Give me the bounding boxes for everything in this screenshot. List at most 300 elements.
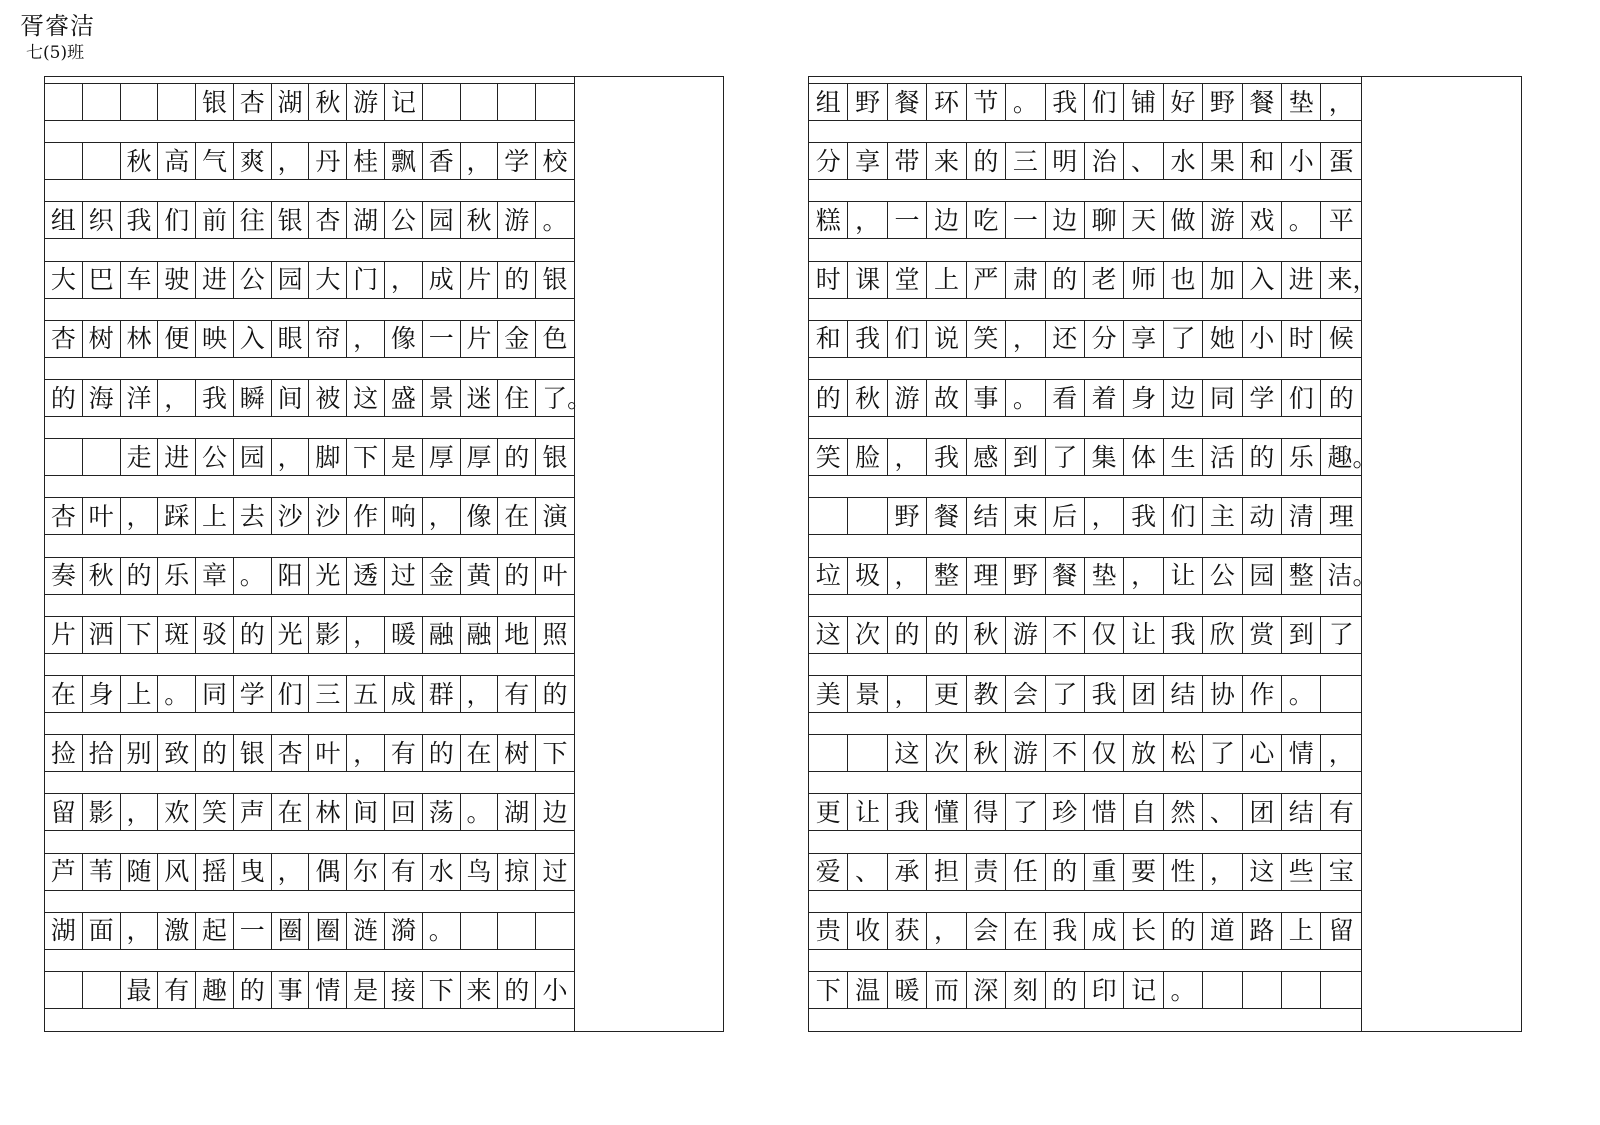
grid-cell: 湖	[45, 913, 83, 949]
grid-cell: 说	[927, 321, 966, 357]
grid-cell: 爽	[234, 143, 272, 179]
grid-cell	[498, 84, 536, 120]
grid-cell: 整	[1282, 558, 1321, 594]
grid-cell: 留	[1328, 916, 1354, 946]
grid-cell: 像	[385, 321, 423, 357]
grid-cell: 上	[196, 498, 234, 534]
grid-cell: 圈	[272, 913, 310, 949]
grid-cell: 身	[83, 676, 121, 712]
grid-cell: 桂	[347, 143, 385, 179]
grid-cell: 的	[498, 439, 536, 475]
grid-cell: ，	[121, 913, 159, 949]
grid-cell: 得	[967, 794, 1006, 830]
grid-cell	[45, 143, 83, 179]
grid-cell: 来，	[1327, 265, 1378, 295]
grid-cell: ，	[347, 321, 385, 357]
grid-cell: 上	[1282, 913, 1321, 949]
grid-cell: 我	[1046, 84, 1085, 120]
grid-cell: 让	[1124, 617, 1163, 653]
grid-cell: 上	[121, 676, 159, 712]
grid-cell	[1282, 972, 1321, 1008]
grid-cell: 作	[347, 498, 385, 534]
grid-cell: 让	[1164, 558, 1203, 594]
grid-cell: 做	[1164, 202, 1203, 238]
grid-cell: 仅	[1085, 617, 1124, 653]
grid-cell: 宝	[1328, 857, 1354, 887]
grid-cell: 我	[1085, 676, 1124, 712]
grid-cell	[45, 84, 83, 120]
grid-cell: 情	[309, 972, 347, 1008]
grid-cell: 游	[1203, 202, 1242, 238]
grid-cell: 面	[83, 913, 121, 949]
grid-cell: 聊	[1085, 202, 1124, 238]
grid-cell: 色	[542, 324, 568, 354]
grid-cell: 结	[1164, 676, 1203, 712]
grid-cell: 鸟	[461, 854, 499, 890]
grid-cell: 拾	[83, 735, 121, 771]
grid-cell: ，	[1124, 558, 1163, 594]
grid-cell: 担	[927, 854, 966, 890]
grid-cell: 过	[385, 558, 423, 594]
grid-cell: 同	[196, 676, 234, 712]
grid-cell: 的	[1046, 854, 1085, 890]
grid-cell	[83, 143, 121, 179]
grid-cell: 瞬	[234, 380, 272, 416]
grid-cell: 这	[347, 380, 385, 416]
grid-cell: 水	[1164, 143, 1203, 179]
grid-cell: 这	[809, 617, 848, 653]
grid-cell: 一	[888, 202, 927, 238]
grid-cell: 一	[423, 321, 461, 357]
grid-cell: 时	[809, 262, 848, 298]
grid-cell: 刻	[1006, 972, 1045, 1008]
grid-cell: 游	[888, 380, 927, 416]
grid-cell	[1243, 972, 1282, 1008]
grid-cell: 黄	[461, 558, 499, 594]
grid-cell: 不	[1046, 617, 1085, 653]
grid-cell: 高	[158, 143, 196, 179]
grid-cell: 环	[927, 84, 966, 120]
grid-cell: 的	[45, 380, 83, 416]
grid-cell: 气	[196, 143, 234, 179]
grid-cell: 欢	[158, 794, 196, 830]
grid-cell: ，	[272, 854, 310, 890]
grid-cell: 的	[498, 558, 536, 594]
grid-cell: 下	[423, 972, 461, 1008]
grid-cell: 地	[498, 617, 536, 653]
grid-cell: 像	[461, 498, 499, 534]
grid-row	[45, 379, 593, 417]
grid-cell: 三	[309, 676, 347, 712]
grid-cell: 公	[196, 439, 234, 475]
grid-cell: 爱	[809, 854, 848, 890]
grid-cell	[1203, 972, 1242, 1008]
grid-cell	[423, 84, 461, 120]
grid-cell: 公	[385, 202, 423, 238]
grid-cell: 杏	[272, 735, 310, 771]
grid-cell: 驳	[196, 617, 234, 653]
grid-cell: 趣	[196, 972, 234, 1008]
grid-row	[45, 497, 574, 535]
grid-cell: 迷	[461, 380, 499, 416]
grid-cell: ，	[423, 498, 461, 534]
grid-cell: 们	[1085, 84, 1124, 120]
grid-cell: 、	[1203, 794, 1242, 830]
grid-cell: 情	[1282, 735, 1321, 771]
grid-cell: 笑	[967, 321, 1006, 357]
grid-cell: 叶	[309, 735, 347, 771]
grid-cell: 肃	[1006, 262, 1045, 298]
grid-cell: 叶	[542, 561, 568, 591]
grid-row	[809, 912, 1361, 950]
grid-cell: 阳	[272, 558, 310, 594]
grid-cell: 后	[1046, 498, 1085, 534]
grid-cell: 洁。	[1327, 561, 1378, 591]
grid-cell: 边	[927, 202, 966, 238]
grid-cell: 师	[1124, 262, 1163, 298]
grid-cell: ，	[272, 143, 310, 179]
grid-cell: 笑	[809, 439, 848, 475]
grid-row	[45, 557, 574, 595]
grid-cell: 。	[1164, 972, 1203, 1008]
grid-cell: 一	[1006, 202, 1045, 238]
grid-cell	[121, 84, 159, 120]
grid-cell: 蛋	[1328, 146, 1354, 176]
grid-cell: 小	[1243, 321, 1282, 357]
grid-cell: 光	[309, 558, 347, 594]
grid-cell: 。	[1006, 84, 1045, 120]
grid-cell: 景	[423, 380, 461, 416]
grid-cell: 好	[1164, 84, 1203, 120]
grid-cell: 明	[1046, 143, 1085, 179]
grid-cell: 到	[1006, 439, 1045, 475]
grid-row	[45, 142, 574, 180]
composition-sheet-right	[808, 76, 1522, 1032]
grid-cell: ，	[347, 617, 385, 653]
grid-cell: 戏	[1243, 202, 1282, 238]
grid-cell: 一	[234, 913, 272, 949]
grid-cell: 过	[542, 857, 568, 887]
grid-cell: 的	[542, 679, 568, 709]
grid-cell: 林	[309, 794, 347, 830]
grid-cell: 到	[1282, 617, 1321, 653]
grid-cell: 乐	[1282, 439, 1321, 475]
grid-cell: 协	[1203, 676, 1242, 712]
grid-cell: 校	[542, 146, 568, 176]
grid-cell: 脚	[309, 439, 347, 475]
grid-cell: 。	[1282, 202, 1321, 238]
grid-cell: 有	[1328, 797, 1354, 827]
grid-cell: 暖	[385, 617, 423, 653]
grid-cell: 次	[848, 617, 887, 653]
grid-cell: 门	[347, 262, 385, 298]
grid-cell: 秋	[121, 143, 159, 179]
grid-cell: ，	[1328, 87, 1354, 117]
grid-cell: 是	[347, 972, 385, 1008]
grid-cell: 海	[83, 380, 121, 416]
grid-cell: 这	[888, 735, 927, 771]
grid-cell: 。	[1282, 676, 1321, 712]
grid-cell: 树	[498, 735, 536, 771]
grid-cell: 圾	[848, 558, 887, 594]
grid-cell: 性	[1164, 854, 1203, 890]
grid-cell: 惜	[1085, 794, 1124, 830]
grid-cell: 车	[121, 262, 159, 298]
grid-cell: 飘	[385, 143, 423, 179]
grid-row	[45, 261, 574, 299]
grid-cell: 吃	[967, 202, 1006, 238]
grid-cell: 林	[121, 321, 159, 357]
grid-cell	[45, 972, 83, 1008]
grid-cell	[536, 913, 574, 949]
grid-cell: 秋	[848, 380, 887, 416]
grid-cell: 我	[196, 380, 234, 416]
grid-cell: 景	[848, 676, 887, 712]
grid-cell: 平	[1328, 205, 1354, 235]
grid-cell: 会	[1006, 676, 1045, 712]
grid-row	[45, 83, 574, 121]
grid-cell: 片	[45, 617, 83, 653]
grid-cell: 了	[1006, 794, 1045, 830]
grid-cell: 老	[1085, 262, 1124, 298]
grid-row	[45, 438, 574, 476]
grid-cell: 边	[542, 797, 568, 827]
grid-cell: 治	[1085, 143, 1124, 179]
grid-cell: 仅	[1085, 735, 1124, 771]
grid-row	[45, 616, 574, 654]
grid-cell: 集	[1085, 439, 1124, 475]
grid-cell: 住	[498, 380, 536, 416]
grid-cell: 照	[542, 620, 568, 650]
grid-cell: 餐	[927, 498, 966, 534]
grid-cell: 享	[1124, 321, 1163, 357]
grid-cell: 在	[45, 676, 83, 712]
grid-row	[809, 675, 1361, 713]
grid-cell: ，	[1085, 498, 1124, 534]
grid-cell: 感	[967, 439, 1006, 475]
grid-cell: 整	[927, 558, 966, 594]
grid-cell: 的	[1046, 262, 1085, 298]
grid-cell: 入	[1243, 262, 1282, 298]
grid-cell: 小	[542, 975, 568, 1005]
grid-cell: 我	[1124, 498, 1163, 534]
grid-cell: 时	[1282, 321, 1321, 357]
grid-cell: 有	[385, 854, 423, 890]
grid-cell: 果	[1203, 143, 1242, 179]
grid-cell: ，	[888, 676, 927, 712]
grid-cell: 驶	[158, 262, 196, 298]
grid-cell: 美	[809, 676, 848, 712]
grid-cell: 在	[272, 794, 310, 830]
grid-cell: 园	[423, 202, 461, 238]
grid-cell: 记	[1124, 972, 1163, 1008]
grid-cell: 厚	[461, 439, 499, 475]
grid-cell: 游	[498, 202, 536, 238]
grid-cell: 。	[234, 558, 272, 594]
grid-cell: ，	[385, 262, 423, 298]
grid-cell: 掠	[498, 854, 536, 890]
grid-cell: 成	[423, 262, 461, 298]
grid-cell: ，	[347, 735, 385, 771]
grid-cell: 身	[1124, 380, 1163, 416]
grid-cell: 声	[234, 794, 272, 830]
grid-cell: 银	[542, 442, 568, 472]
grid-cell: 五	[347, 676, 385, 712]
grid-cell: ，	[888, 558, 927, 594]
grid-cell: 有	[158, 972, 196, 1008]
grid-cell: 脸	[848, 439, 887, 475]
grid-cell: 秋	[83, 558, 121, 594]
grid-cell: 间	[272, 380, 310, 416]
grid-cell: 松	[1164, 735, 1203, 771]
grid-cell: 们	[1164, 498, 1203, 534]
grid-cell: 事	[967, 380, 1006, 416]
grid-cell: 斑	[158, 617, 196, 653]
grid-cell: 不	[1046, 735, 1085, 771]
grid-cell: 激	[158, 913, 196, 949]
grid-cell: 树	[83, 321, 121, 357]
grid-cell: 的	[1046, 972, 1085, 1008]
grid-cell: 去	[234, 498, 272, 534]
grid-cell: 餐	[888, 84, 927, 120]
grid-cell: 下	[347, 439, 385, 475]
grid-cell: 园	[272, 262, 310, 298]
grid-cell: 芦	[45, 854, 83, 890]
grid-cell: 体	[1124, 439, 1163, 475]
grid-cell: 学	[1243, 380, 1282, 416]
grid-row	[809, 142, 1361, 180]
grid-cell: ，	[461, 143, 499, 179]
grid-cell: 巴	[83, 262, 121, 298]
grid-cell: 们	[1282, 380, 1321, 416]
grid-cell: 分	[809, 143, 848, 179]
grid-cell: 边	[1046, 202, 1085, 238]
grid-cell: 融	[461, 617, 499, 653]
grid-cell: 了	[1203, 735, 1242, 771]
grid-cell: 往	[234, 202, 272, 238]
grid-cell: 课	[848, 262, 887, 298]
grid-cell	[461, 913, 499, 949]
grid-cell: 进	[158, 439, 196, 475]
grid-cell: 组	[809, 84, 848, 120]
grid-cell: 园	[234, 439, 272, 475]
grid-cell: 摇	[196, 854, 234, 890]
grid-cell: 下	[809, 972, 848, 1008]
grid-cell: 最	[121, 972, 159, 1008]
grid-cell: 野	[1203, 84, 1242, 120]
grid-cell: 织	[83, 202, 121, 238]
grid-row	[45, 912, 574, 950]
grid-cell: 学	[234, 676, 272, 712]
grid-cell: 严	[967, 262, 1006, 298]
grid-cell: 获	[888, 913, 927, 949]
grid-cell: 来	[927, 143, 966, 179]
grid-row	[45, 675, 574, 713]
grid-cell: ，	[1006, 321, 1045, 357]
grid-cell: 游	[1006, 735, 1045, 771]
grid-cell: 走	[121, 439, 159, 475]
grid-cell: 乐	[158, 558, 196, 594]
grid-cell: 的	[1328, 383, 1354, 413]
grid-cell: 节	[967, 84, 1006, 120]
grid-cell: 长	[1124, 913, 1163, 949]
grid-cell: 湖	[347, 202, 385, 238]
grid-cell: 理	[967, 558, 1006, 594]
grid-cell: 前	[196, 202, 234, 238]
grid-cell: 洋	[121, 380, 159, 416]
grid-cell: 我	[848, 321, 887, 357]
grid-cell: 圈	[309, 913, 347, 949]
grid-cell: 了	[1328, 620, 1354, 650]
grid-cell	[1321, 972, 1360, 1008]
grid-cell: 下	[542, 738, 568, 768]
grid-cell: 的	[196, 735, 234, 771]
grid-cell: 重	[1085, 854, 1124, 890]
writing-grid-right	[809, 77, 1378, 1031]
grid-row	[809, 616, 1361, 654]
grid-cell: ，	[121, 794, 159, 830]
grid-cell: 三	[1006, 143, 1045, 179]
grid-cell: 懂	[927, 794, 966, 830]
grid-cell: 留	[45, 794, 83, 830]
grid-cell: 秋	[967, 735, 1006, 771]
grid-row	[809, 379, 1361, 417]
grid-cell: 欣	[1203, 617, 1242, 653]
grid-cell: ，	[927, 913, 966, 949]
grid-cell: 。	[461, 794, 499, 830]
grid-row	[809, 793, 1361, 831]
grid-cell: 着	[1085, 380, 1124, 416]
grid-cell: 荡	[423, 794, 461, 830]
grid-cell: 进	[1282, 262, 1321, 298]
grid-cell: 金	[423, 558, 461, 594]
grid-cell: 记	[385, 84, 423, 120]
grid-cell: 沙	[309, 498, 347, 534]
grid-cell: 。	[158, 676, 196, 712]
grid-cell: 了	[1164, 321, 1203, 357]
grid-cell: 回	[385, 794, 423, 830]
grid-cell: 结	[1282, 794, 1321, 830]
grid-cell: 我	[121, 202, 159, 238]
grid-cell: 我	[888, 794, 927, 830]
grid-cell: 的	[121, 558, 159, 594]
grid-row	[809, 261, 1378, 299]
grid-cell: 有	[498, 676, 536, 712]
grid-cell: 踩	[158, 498, 196, 534]
grid-cell: 。	[423, 913, 461, 949]
grid-cell: 来	[461, 972, 499, 1008]
grid-cell: ，	[121, 498, 159, 534]
grid-cell: 入	[234, 321, 272, 357]
grid-cell: 进	[196, 262, 234, 298]
grid-cell: 杏	[45, 321, 83, 357]
grid-cell: 垫	[1085, 558, 1124, 594]
grid-cell: 偶	[309, 854, 347, 890]
grid-cell: 糕	[809, 202, 848, 238]
grid-cell: 了。	[542, 383, 593, 413]
grid-cell: 叶	[83, 498, 121, 534]
grid-cell: 们	[158, 202, 196, 238]
grid-cell: 水	[423, 854, 461, 890]
grid-cell	[498, 913, 536, 949]
grid-cell: 尔	[347, 854, 385, 890]
grid-cell: 小	[1282, 143, 1321, 179]
grid-cell	[83, 439, 121, 475]
grid-cell: 在	[1006, 913, 1045, 949]
grid-cell: 享	[848, 143, 887, 179]
grid-cell: 路	[1243, 913, 1282, 949]
grid-row	[809, 201, 1361, 239]
